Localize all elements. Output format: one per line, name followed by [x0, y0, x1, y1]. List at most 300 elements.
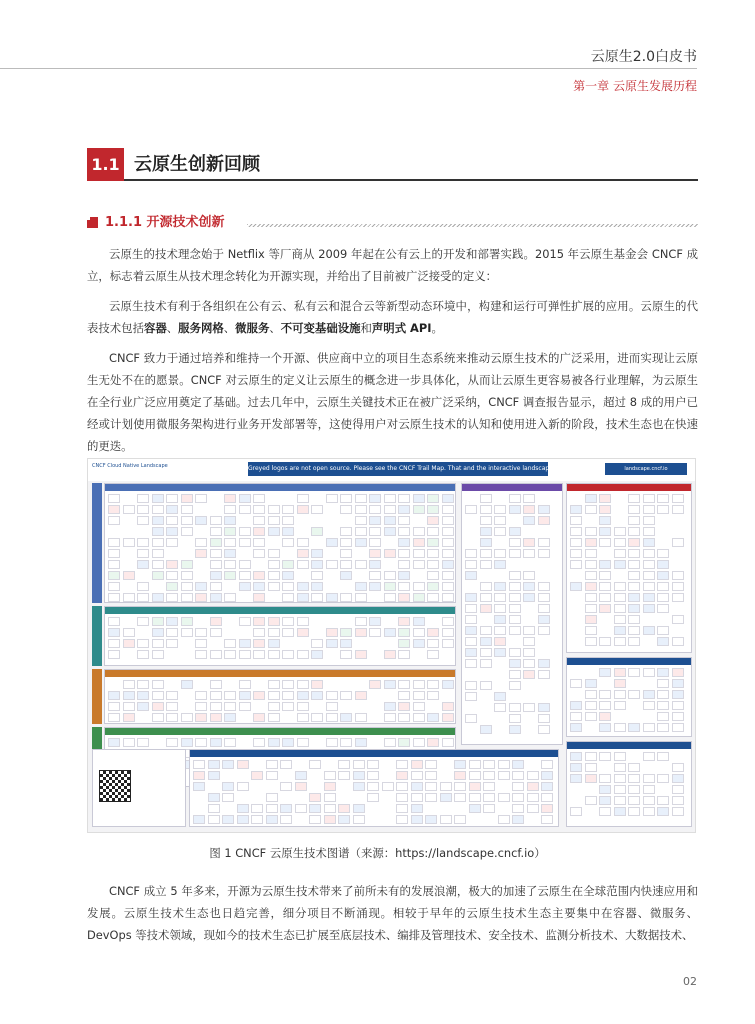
landscape-logo-tile [614, 796, 626, 805]
landscape-logo-tile [384, 702, 396, 711]
landscape-logo-tile [181, 582, 193, 591]
landscape-logo-tile [309, 815, 321, 824]
landscape-logo-tile [672, 637, 684, 646]
landscape-logo-tile [340, 505, 352, 514]
landscape-logo-tile [324, 782, 336, 791]
landscape-logo-tile [465, 604, 477, 613]
landscape-logo-tile [523, 593, 535, 602]
landscape-logo-tile [413, 691, 425, 700]
landscape-logo-tile [340, 527, 352, 536]
landscape-logo-tile [266, 804, 278, 813]
landscape-logo-tile [465, 560, 477, 569]
landscape-logo-tile [137, 639, 149, 648]
landscape-logo-tile [224, 639, 236, 648]
landscape-logo-tile [137, 560, 149, 569]
landscape-logo-tile [465, 692, 477, 701]
landscape-logo-tile [672, 538, 684, 547]
landscape-logo-tile [427, 582, 439, 591]
landscape-logo-tile [398, 628, 410, 637]
landscape-logo-tile [570, 701, 582, 710]
landscape-logo-tile [672, 774, 684, 783]
landscape-logo-tile [222, 782, 234, 791]
landscape-logo-tile [538, 703, 550, 712]
landscape-logo-tile [442, 628, 454, 637]
landscape-logo-tile [398, 713, 410, 722]
landscape-logo-tile [413, 527, 425, 536]
landscape-logo-tile [465, 637, 477, 646]
landscape-logo-tile [282, 691, 294, 700]
landscape-logo-tile [628, 615, 640, 624]
landscape-logo-tile [222, 760, 234, 769]
landscape-logo-tile [570, 560, 582, 569]
landscape-logo-tile [152, 650, 164, 659]
landscape-logo-tile [137, 494, 149, 503]
landscape-logo-tile [253, 650, 265, 659]
landscape-logo-tile [469, 771, 481, 780]
landscape-logo-tile [442, 527, 454, 536]
landscape-logo-tile [355, 593, 367, 602]
landscape-logo-tile [123, 639, 135, 648]
landscape-logo-tile [483, 760, 495, 769]
landscape-logo-tile [672, 701, 684, 710]
landscape-logo-tile [123, 738, 135, 747]
landscape-logo-tile [326, 639, 338, 648]
landscape-logo-tile [427, 593, 439, 602]
landscape-logo-tile [643, 593, 655, 602]
landscape-logo-tile [614, 527, 626, 536]
landscape-logo-tile [152, 549, 164, 558]
landscape-logo-tile [628, 516, 640, 525]
landscape-logo-tile [152, 560, 164, 569]
landscape-logo-tile [253, 538, 265, 547]
landscape-logo-tile [614, 690, 626, 699]
landscape-logo-tile [480, 505, 492, 514]
landscape-logo-tile [297, 505, 309, 514]
landscape-logo-tile [268, 680, 280, 689]
landscape-logo-tile [355, 494, 367, 503]
landscape-logo-tile [628, 637, 640, 646]
landscape-logo-tile [454, 793, 466, 802]
landscape-logo-tile [398, 538, 410, 547]
landscape-logo-tile [469, 804, 481, 813]
landscape-logo-tile [237, 782, 249, 791]
landscape-logo-tile [425, 771, 437, 780]
landscape-logo-tile [585, 774, 597, 783]
landscape-logo-tile [384, 494, 396, 503]
landscape-logo-tile [340, 628, 352, 637]
landscape-logo-tile [483, 771, 495, 780]
landscape-logo-tile [152, 505, 164, 514]
landscape-logo-tile [137, 738, 149, 747]
landscape-logo-tile [523, 571, 535, 580]
landscape-logo-tile [282, 538, 294, 547]
landscape-logo-tile [123, 691, 135, 700]
landscape-logo-tile [208, 771, 220, 780]
landscape-logo-tile [210, 527, 222, 536]
landscape-logo-tile [509, 648, 521, 657]
landscape-logo-tile [166, 527, 178, 536]
landscape-logo-tile [166, 516, 178, 525]
landscape-logo-tile [355, 628, 367, 637]
landscape-logo-tile [396, 793, 408, 802]
landscape-logo-tile [599, 796, 611, 805]
landscape-logo-tile [282, 702, 294, 711]
landscape-panel-app-definition [104, 483, 456, 603]
landscape-logo-tile [498, 815, 510, 824]
landscape-logo-tile [469, 760, 481, 769]
landscape-logo-tile [442, 494, 454, 503]
landscape-logo-tile [585, 752, 597, 761]
landscape-logo-tile [509, 549, 521, 558]
landscape-logo-tile [369, 505, 381, 514]
landscape-logo-tile [152, 617, 164, 626]
landscape-logo-tile [237, 804, 249, 813]
landscape-logo-tile [268, 691, 280, 700]
landscape-logo-tile [326, 628, 338, 637]
landscape-logo-tile [297, 738, 309, 747]
landscape-logo-tile [253, 639, 265, 648]
landscape-logo-tile [355, 538, 367, 547]
landscape-logo-tile [210, 593, 222, 602]
landscape-logo-tile [427, 639, 439, 648]
landscape-logo-tile [123, 628, 135, 637]
landscape-logo-tile [340, 571, 352, 580]
landscape-logo-tile [108, 560, 120, 569]
landscape-logo-tile [454, 815, 466, 824]
landscape-logo-tile [509, 681, 521, 690]
landscape-logo-tile [599, 516, 611, 525]
landscape-logo-tile [152, 593, 164, 602]
landscape-logo-tile [427, 628, 439, 637]
landscape-logo-tile [311, 650, 323, 659]
landscape-logo-tile [480, 582, 492, 591]
landscape-logo-tile [297, 628, 309, 637]
landscape-logo-tile [643, 582, 655, 591]
landscape-logo-tile [210, 702, 222, 711]
landscape-logo-tile [509, 593, 521, 602]
landscape-logo-tile [108, 505, 120, 514]
landscape-logo-tile [210, 680, 222, 689]
landscape-logo-tile [523, 670, 535, 679]
landscape-logo-tile [224, 593, 236, 602]
landscape-logo-tile [311, 549, 323, 558]
landscape-logo-tile [239, 527, 251, 536]
landscape-panel-orchestration [104, 606, 456, 666]
landscape-logo-tile [599, 807, 611, 816]
landscape-logo-tile [628, 807, 640, 816]
landscape-logo-tile [251, 815, 263, 824]
landscape-logo-tile [538, 626, 550, 635]
landscape-logo-tile [398, 549, 410, 558]
landscape-logo-tile [599, 668, 611, 677]
landscape-logo-tile [398, 702, 410, 711]
landscape-logo-tile [469, 782, 481, 791]
landscape-logo-tile [340, 713, 352, 722]
landscape-logo-tile [239, 538, 251, 547]
landscape-logo-tile [614, 763, 626, 772]
landscape-logo-tile [280, 815, 292, 824]
landscape-logo-tile [123, 713, 135, 722]
landscape-logo-tile [268, 582, 280, 591]
landscape-logo-tile [509, 494, 521, 503]
landscape-logo-tile [538, 670, 550, 679]
landscape-logo-tile [166, 582, 178, 591]
landscape-logo-tile [369, 571, 381, 580]
landscape-logo-tile [442, 738, 454, 747]
landscape-logo-tile [643, 505, 655, 514]
landscape-logo-tile [512, 804, 524, 813]
landscape-logo-tile [643, 571, 655, 580]
landscape-logo-tile [268, 628, 280, 637]
landscape-logo-tile [237, 760, 249, 769]
landscape-logo-tile [509, 615, 521, 624]
landscape-logo-tile [425, 815, 437, 824]
landscape-logo-tile [324, 804, 336, 813]
landscape-logo-tile [442, 516, 454, 525]
landscape-logo-tile [382, 782, 394, 791]
landscape-logo-tile [657, 604, 669, 613]
landscape-logo-tile [268, 713, 280, 722]
landscape-logo-tile [210, 738, 222, 747]
landscape-logo-tile [599, 494, 611, 503]
landscape-logo-tile [137, 593, 149, 602]
landscape-logo-tile [268, 617, 280, 626]
landscape-logo-tile [137, 702, 149, 711]
landscape-logo-tile [494, 593, 506, 602]
landscape-logo-tile [570, 774, 582, 783]
landscape-logo-tile [309, 804, 321, 813]
landscape-logo-tile [494, 626, 506, 635]
landscape-logo-tile [585, 763, 597, 772]
landscape-logo-tile [166, 593, 178, 602]
landscape-logo-tile [599, 582, 611, 591]
landscape-logo-tile [509, 604, 521, 613]
landscape-logo-tile [239, 582, 251, 591]
landscape-logo-tile [193, 782, 205, 791]
landscape-logo-tile [628, 582, 640, 591]
landscape-logo-tile [643, 560, 655, 569]
landscape-logo-tile [253, 593, 265, 602]
landscape-logo-tile [369, 516, 381, 525]
landscape-logo-tile [509, 725, 521, 734]
landscape-logo-tile [384, 571, 396, 580]
landscape-logo-tile [480, 725, 492, 734]
landscape-logo-tile [672, 785, 684, 794]
paragraph-2: 云原生技术有利于各组织在公有云、私有云和混合云等新型动态环境中，构建和运行可弹性扩展的应用。云原生的代表技术包括容器、服务网格、微服务、不可变基础设施和声明式 API。 [87, 299, 698, 335]
landscape-logo-tile [570, 752, 582, 761]
landscape-logo-tile [280, 760, 292, 769]
landscape-logo-tile [398, 505, 410, 514]
landscape-logo-tile [268, 639, 280, 648]
landscape-logo-tile [195, 691, 207, 700]
landscape-logo-tile [152, 639, 164, 648]
landscape-logo-tile [253, 582, 265, 591]
landscape-logo-tile [210, 691, 222, 700]
landscape-logo-tile [614, 549, 626, 558]
landscape-logo-tile [195, 713, 207, 722]
landscape-logo-tile [166, 639, 178, 648]
landscape-logo-tile [465, 626, 477, 635]
landscape-panel-runtime [104, 669, 456, 724]
landscape-logo-tile [527, 793, 539, 802]
landscape-logo-tile [268, 527, 280, 536]
landscape-logo-tile [411, 782, 423, 791]
landscape-logo-tile [123, 505, 135, 514]
landscape-logo-tile [480, 549, 492, 558]
landscape-logo-tile [297, 560, 309, 569]
landscape-panel-header [567, 658, 691, 665]
landscape-logo-tile [166, 538, 178, 547]
landscape-logo-tile [282, 571, 294, 580]
landscape-logo-tile [181, 593, 193, 602]
landscape-logo-tile [253, 617, 265, 626]
landscape-logo-tile [494, 560, 506, 569]
term-declarative-api: 声明式 API [371, 321, 432, 335]
landscape-logo-tile [480, 604, 492, 613]
landscape-logo-tile [442, 505, 454, 514]
landscape-logo-tile [614, 752, 626, 761]
landscape-logo-tile [599, 723, 611, 732]
landscape-logo-tile [494, 527, 506, 536]
landscape-logo-tile [324, 815, 336, 824]
landscape-logo-tile [210, 713, 222, 722]
landscape-logo-tile [480, 516, 492, 525]
landscape-logo-tile [239, 680, 251, 689]
landscape-logo-tile [166, 691, 178, 700]
term-immutable-infrastructure: 不可变基础设施 [280, 321, 361, 335]
landscape-logo-tile [614, 785, 626, 794]
landscape-logo-tile [570, 763, 582, 772]
landscape-logo-tile [295, 771, 307, 780]
landscape-logo-tile [398, 639, 410, 648]
landscape-panel-header [105, 484, 455, 491]
paragraph-4: CNCF 成立 5 年多来，开源为云原生技术带来了前所未有的发展浪潮，极大的加速了云原生在全球范围内快速应用和发展。云原生技术生态也日趋完善，细分项目不断涌现。相较于早年的云原生技术生态主要集中在容器、微服务、DevOps 等技术领域，现如今的技术生态已扩展至底层技术、编排及管理技术、安全技术、监测分析技术、大数据技术、 [87, 884, 698, 942]
landscape-logo-tile [538, 714, 550, 723]
landscape-logo-tile [427, 560, 439, 569]
landscape-logo-tile [480, 494, 492, 503]
landscape-logo-tile [570, 538, 582, 547]
landscape-logo-tile [599, 637, 611, 646]
landscape-logo-tile [465, 505, 477, 514]
landscape-logo-tile [628, 763, 640, 772]
landscape-logo-tile [480, 659, 492, 668]
landscape-logo-tile [311, 713, 323, 722]
section-heading [87, 148, 698, 181]
landscape-logo-tile [398, 650, 410, 659]
landscape-logo-tile [355, 560, 367, 569]
landscape-logo-tile [614, 626, 626, 635]
landscape-logo-tile [657, 679, 669, 688]
landscape-logo-tile [480, 593, 492, 602]
landscape-logo-tile [195, 494, 207, 503]
landscape-logo-tile [355, 582, 367, 591]
landscape-logo-tile [181, 713, 193, 722]
landscape-logo-tile [210, 560, 222, 569]
landscape-logo-tile [355, 738, 367, 747]
landscape-logo-tile [614, 679, 626, 688]
cncf-landscape-figure [87, 458, 696, 833]
landscape-logo-tile [152, 702, 164, 711]
landscape-logo-tile [538, 659, 550, 668]
landscape-logo-tile [657, 701, 669, 710]
landscape-logo-tile [469, 793, 481, 802]
landscape-logo-tile [498, 760, 510, 769]
landscape-logo-tile [427, 691, 439, 700]
landscape-logo-tile [384, 527, 396, 536]
landscape-logo-tile [396, 782, 408, 791]
landscape-logo-tile [413, 617, 425, 626]
landscape-logo-tile [369, 538, 381, 547]
landscape-panel-platform [566, 483, 692, 653]
landscape-logo-tile [480, 681, 492, 690]
landscape-logo-tile [137, 650, 149, 659]
landscape-logo-tile [181, 505, 193, 514]
landscape-logo-tile [427, 527, 439, 536]
landscape-logo-tile [326, 713, 338, 722]
landscape-logo-tile [222, 815, 234, 824]
landscape-logo-tile [672, 679, 684, 688]
landscape-logo-tile [599, 527, 611, 536]
landscape-logo-tile [340, 650, 352, 659]
landscape-logo-tile [509, 626, 521, 635]
landscape-logo-tile [672, 505, 684, 514]
landscape-logo-tile [585, 712, 597, 721]
landscape-logo-tile [585, 796, 597, 805]
landscape-logo-tile [384, 680, 396, 689]
landscape-logo-tile [411, 771, 423, 780]
landscape-logo-tile [181, 738, 193, 747]
landscape-logo-tile [166, 571, 178, 580]
landscape-logo-tile [585, 626, 597, 635]
landscape-logo-tile [268, 549, 280, 558]
landscape-logo-tile [483, 782, 495, 791]
landscape-logo-tile [152, 713, 164, 722]
landscape-logo-tile [628, 796, 640, 805]
landscape-logo-tile [672, 690, 684, 699]
landscape-logo-tile [498, 771, 510, 780]
landscape-logo-tile [541, 804, 553, 813]
landscape-logo-tile [195, 702, 207, 711]
landscape-logo-tile [538, 549, 550, 558]
landscape-logo-tile [509, 571, 521, 580]
landscape-logo-tile [657, 560, 669, 569]
landscape-logo-tile [355, 527, 367, 536]
landscape-logo-tile [311, 505, 323, 514]
landscape-logo-tile [384, 593, 396, 602]
landscape-logo-tile [282, 680, 294, 689]
landscape-band-runtime [92, 669, 102, 724]
landscape-logo-tile [494, 615, 506, 624]
landscape-logo-tile [355, 516, 367, 525]
landscape-logo-tile [340, 738, 352, 747]
landscape-logo-tile [152, 691, 164, 700]
landscape-logo-tile [614, 538, 626, 547]
landscape-logo-tile [440, 793, 452, 802]
landscape-logo-tile [311, 691, 323, 700]
landscape-logo-tile [570, 679, 582, 688]
landscape-logo-tile [123, 571, 135, 580]
landscape-logo-tile [297, 702, 309, 711]
landscape-panel-header [105, 728, 455, 735]
landscape-logo-tile [266, 771, 278, 780]
landscape-logo-tile [224, 560, 236, 569]
landscape-logo-tile [137, 516, 149, 525]
landscape-logo-tile [413, 738, 425, 747]
landscape-logo-tile [280, 782, 292, 791]
landscape-logo-tile [340, 560, 352, 569]
landscape-logo-tile [152, 628, 164, 637]
landscape-logo-tile [253, 713, 265, 722]
